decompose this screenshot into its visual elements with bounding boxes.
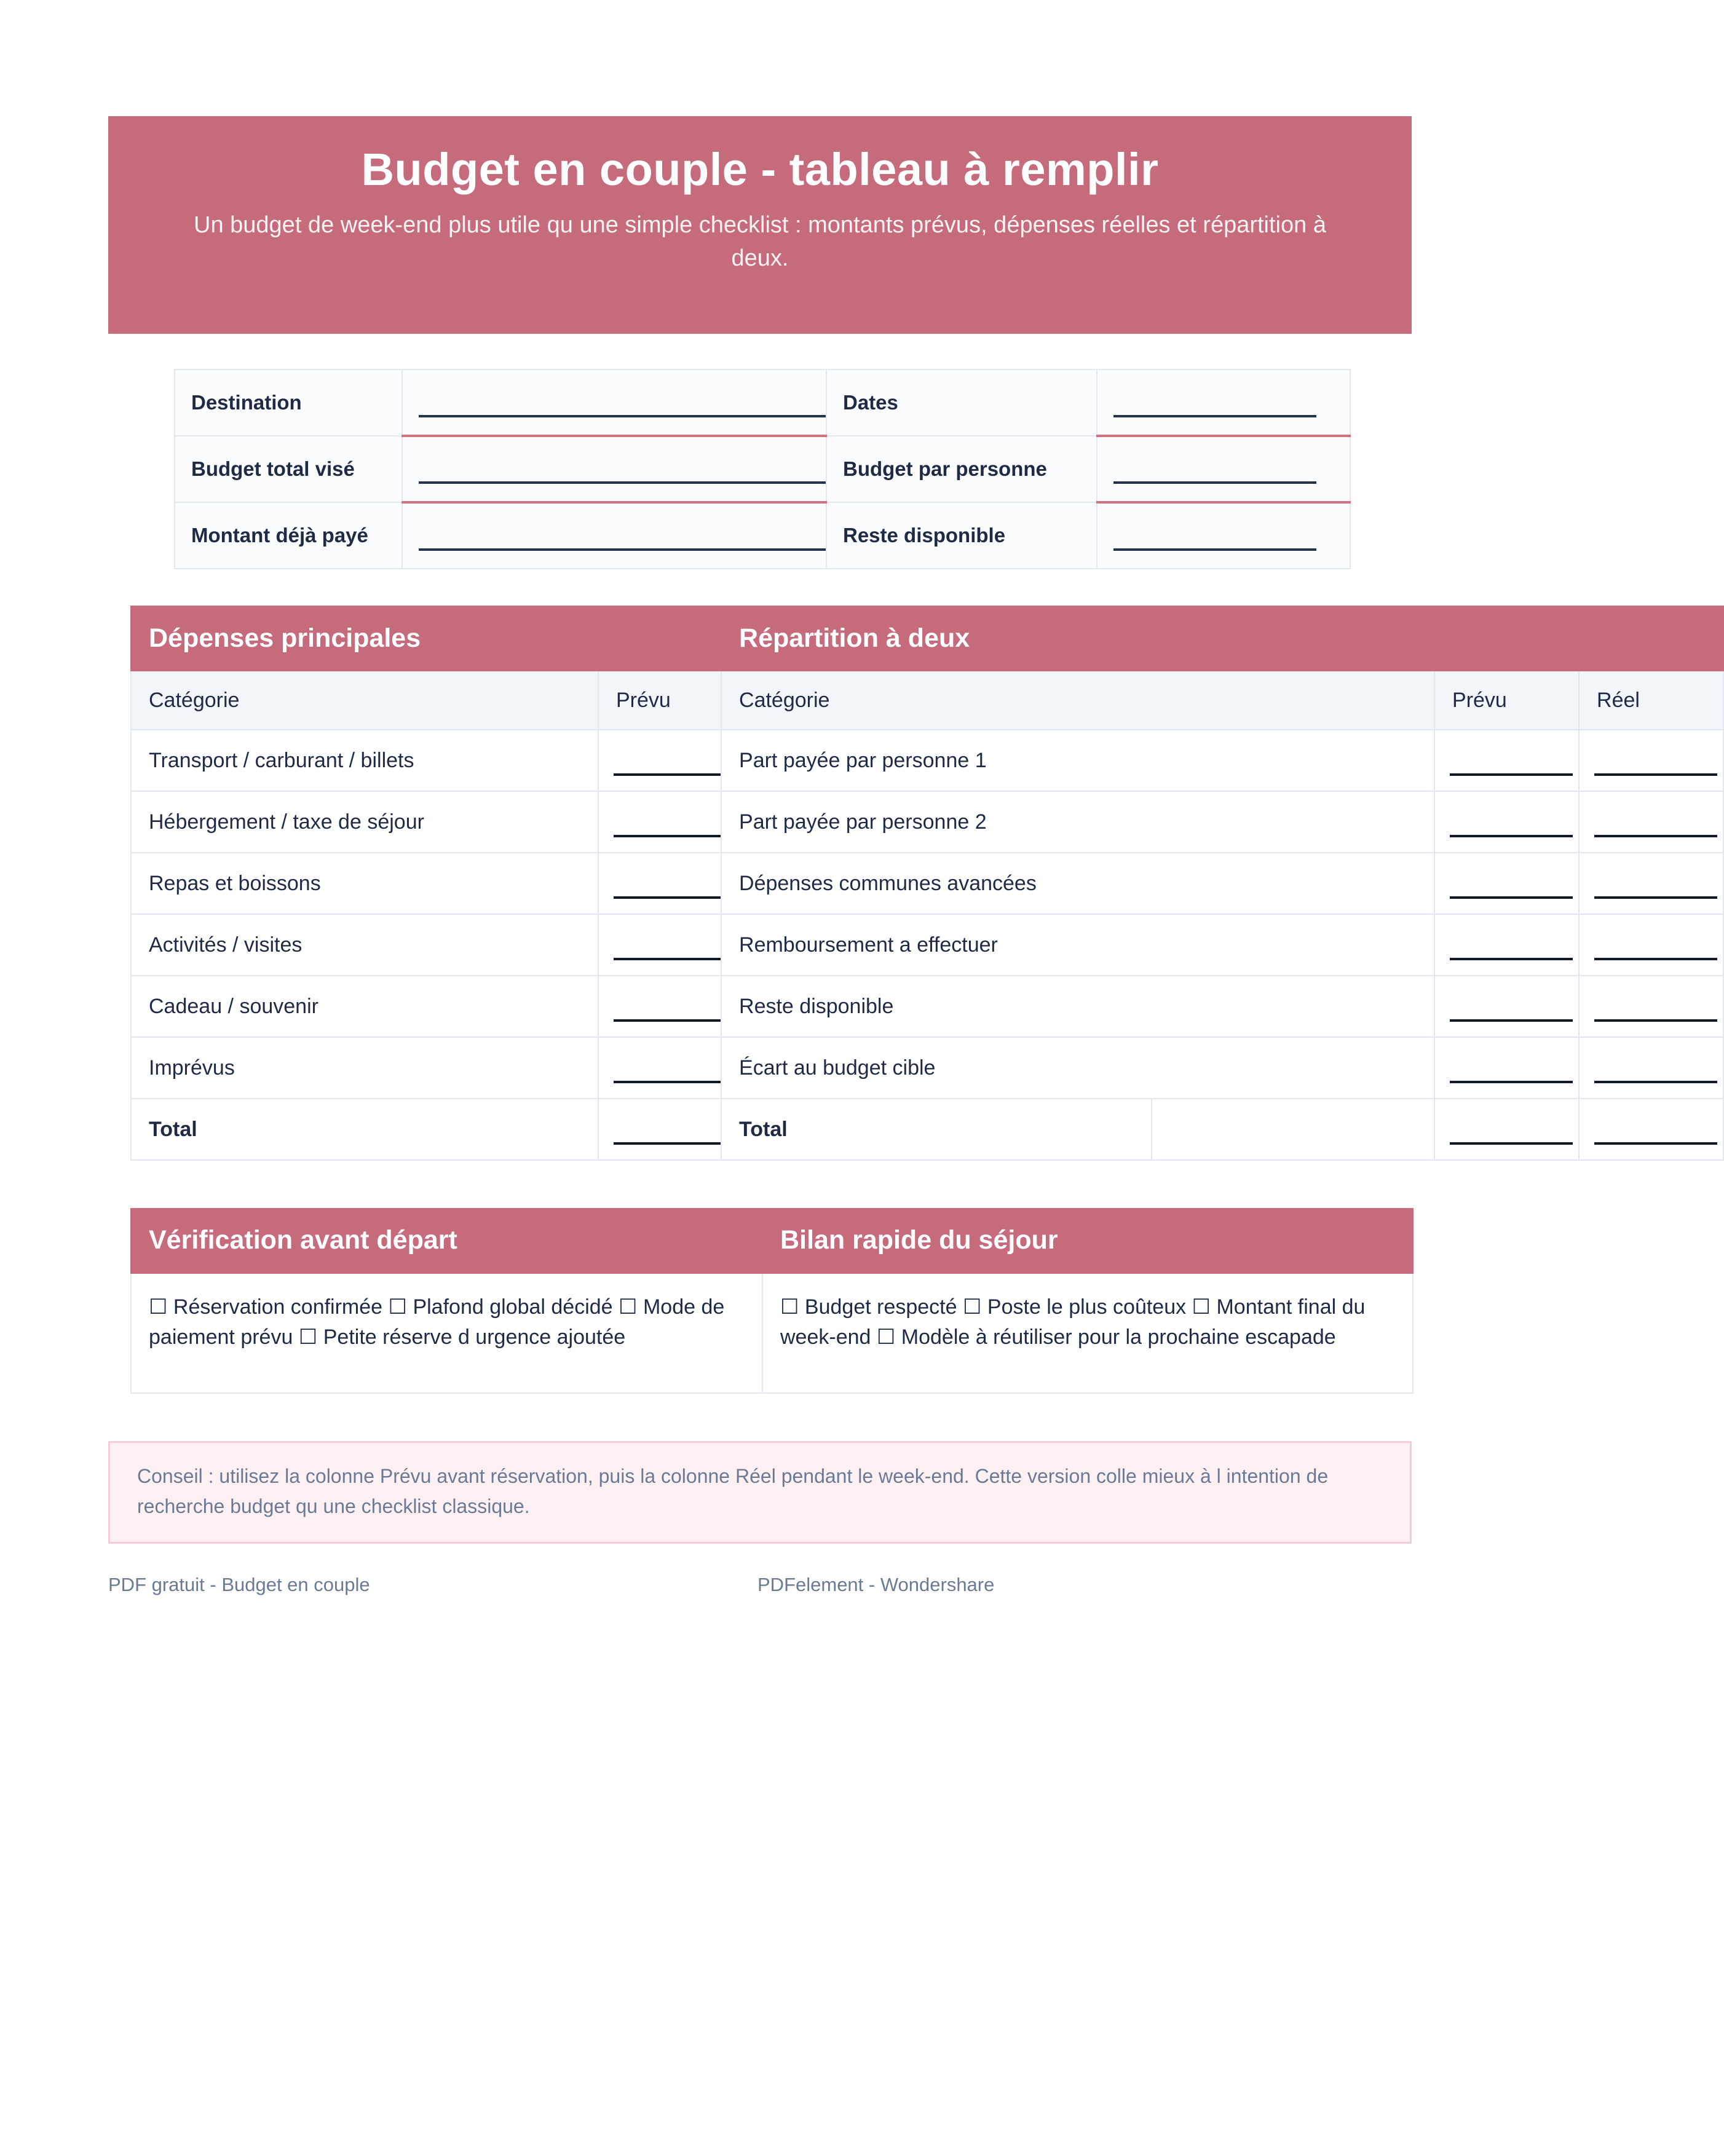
col-header-right-prevu: Prévu	[1434, 671, 1579, 730]
write-line	[1594, 1019, 1717, 1022]
info-field-montant-paye[interactable]	[402, 502, 826, 569]
group-header-repartition: Répartition à deux	[721, 606, 1723, 671]
write-line	[614, 896, 724, 899]
split-category-part-personne-2: Part payée par personne 2	[721, 791, 1434, 853]
split-prevu-remboursement[interactable]	[1434, 914, 1579, 976]
info-row-budget-total	[175, 436, 1350, 502]
table-row	[131, 1037, 1723, 1099]
group-header-row	[131, 606, 1723, 671]
write-line	[1450, 1019, 1573, 1022]
write-line	[614, 958, 724, 960]
split-category-part-personne-1: Part payée par personne 1	[721, 730, 1434, 791]
checklist-bilan-items[interactable]: ☐ Budget respecté ☐ Poste le plus coûteux ☐ Montant final du week-end ☐ Modèle à réutiliser pour la prochaine escapade	[762, 1273, 1413, 1393]
table-row	[131, 914, 1723, 976]
write-line	[1594, 1142, 1717, 1145]
table-row	[131, 730, 1723, 791]
page-title: Budget en couple - tableau à remplir	[361, 144, 1159, 195]
checklist-group-header-row	[131, 1209, 1413, 1273]
split-prevu-part-personne-2[interactable]	[1434, 791, 1579, 853]
split-prevu-reste-disponible[interactable]	[1434, 976, 1579, 1037]
table-row	[131, 791, 1723, 853]
table-row	[131, 853, 1723, 914]
split-total-label: Total	[721, 1099, 1152, 1160]
col-header-right-categorie: Catégorie	[721, 671, 1434, 730]
split-reel-remboursement[interactable]	[1579, 914, 1723, 976]
expense-category-activites: Activités / visites	[131, 914, 598, 976]
split-category-ecart-budget: Écart au budget cible	[721, 1037, 1434, 1099]
split-prevu-part-personne-1[interactable]	[1434, 730, 1579, 791]
write-line	[1594, 835, 1717, 837]
expense-total-label: Total	[131, 1099, 598, 1160]
expense-prevu-hebergement[interactable]	[598, 791, 721, 853]
split-prevu-depenses-communes[interactable]	[1434, 853, 1579, 914]
info-field-destination[interactable]	[402, 369, 826, 436]
info-row-montant-paye	[175, 502, 1350, 569]
write-line	[419, 481, 826, 484]
info-field-reste-disponible[interactable]	[1097, 502, 1350, 569]
info-label-reste-disponible: Reste disponible	[826, 502, 1097, 569]
table-row-total	[131, 1099, 1723, 1160]
page-footer	[108, 1574, 1412, 1605]
info-field-budget-par-personne[interactable]	[1097, 436, 1350, 502]
expense-category-repas: Repas et boissons	[131, 853, 598, 914]
page-subtitle: Un budget de week-end plus utile qu une simple checklist : montants prévus, dépenses réelles et répartition à deux.	[194, 211, 1326, 271]
checklist-body-row	[131, 1273, 1413, 1393]
table-row	[131, 976, 1723, 1037]
info-row-destination	[175, 369, 1350, 436]
split-category-depenses-communes: Dépenses communes avancées	[721, 853, 1434, 914]
checklist-verification-items[interactable]: ☐ Réservation confirmée ☐ Plafond global décidé ☐ Mode de paiement prévu ☐ Petite réserve d urgence ajoutée	[131, 1273, 762, 1393]
header-banner	[108, 116, 1412, 334]
split-reel-ecart-budget[interactable]	[1579, 1037, 1723, 1099]
info-label-budget-total: Budget total visé	[175, 436, 402, 502]
trip-info-table	[174, 369, 1351, 569]
group-header-verification: Vérification avant départ	[131, 1209, 762, 1273]
group-header-bilan: Bilan rapide du séjour	[762, 1209, 1413, 1273]
write-line	[1594, 773, 1717, 776]
tip-text: Conseil : utilisez la colonne Prévu avant réservation, puis la colonne Réel pendant le week-end. Cette version colle mieux à l intention de recherche budget qu une checklist classique.	[137, 1465, 1329, 1517]
write-line	[1113, 415, 1316, 417]
info-field-dates[interactable]	[1097, 369, 1350, 436]
write-line	[1450, 958, 1573, 960]
col-header-left-prevu: Prévu	[598, 671, 721, 730]
info-label-montant-paye: Montant déjà payé	[175, 502, 402, 569]
info-label-dates: Dates	[826, 369, 1097, 436]
split-reel-reste-disponible[interactable]	[1579, 976, 1723, 1037]
column-header-row	[131, 671, 1723, 730]
write-line	[614, 835, 724, 837]
checklists-table	[130, 1208, 1414, 1394]
split-category-reste-disponible: Reste disponible	[721, 976, 1434, 1037]
expense-category-transport: Transport / carburant / billets	[131, 730, 598, 791]
write-line	[1450, 773, 1573, 776]
expense-prevu-imprevus[interactable]	[598, 1037, 721, 1099]
write-line	[614, 773, 724, 776]
expense-prevu-repas[interactable]	[598, 853, 721, 914]
expense-category-hebergement: Hébergement / taxe de séjour	[131, 791, 598, 853]
write-line	[419, 548, 826, 551]
split-reel-part-personne-1[interactable]	[1579, 730, 1723, 791]
expense-prevu-transport[interactable]	[598, 730, 721, 791]
split-total-prevu[interactable]	[1434, 1099, 1579, 1160]
write-line	[1113, 548, 1316, 551]
split-prevu-ecart-budget[interactable]	[1434, 1037, 1579, 1099]
split-reel-part-personne-2[interactable]	[1579, 791, 1723, 853]
info-field-budget-total[interactable]	[402, 436, 826, 502]
expense-prevu-activites[interactable]	[598, 914, 721, 976]
split-reel-depenses-communes[interactable]	[1579, 853, 1723, 914]
write-line	[1113, 481, 1316, 484]
footer-right-text: PDFelement - Wondershare	[757, 1574, 995, 1595]
write-line	[1594, 896, 1717, 899]
write-line	[1450, 896, 1573, 899]
write-line	[419, 415, 826, 417]
group-header-depenses: Dépenses principales	[131, 606, 721, 671]
split-total-spacer	[1152, 1099, 1434, 1160]
expense-prevu-cadeau[interactable]	[598, 976, 721, 1037]
col-header-right-reel: Réel	[1579, 671, 1723, 730]
expense-category-cadeau: Cadeau / souvenir	[131, 976, 598, 1037]
split-category-remboursement: Remboursement a effectuer	[721, 914, 1434, 976]
expense-category-imprevus: Imprévus	[131, 1037, 598, 1099]
expense-total-prevu[interactable]	[598, 1099, 721, 1160]
write-line	[614, 1081, 724, 1083]
write-line	[614, 1142, 724, 1145]
split-total-reel[interactable]	[1579, 1099, 1723, 1160]
footer-left-text: PDF gratuit - Budget en couple	[108, 1574, 370, 1595]
info-label-budget-par-personne: Budget par personne	[826, 436, 1097, 502]
write-line	[1450, 1081, 1573, 1083]
write-line	[1450, 1142, 1573, 1145]
expenses-table	[130, 606, 1724, 1161]
tip-callout	[108, 1441, 1412, 1544]
info-label-destination: Destination	[175, 369, 402, 436]
write-line	[1450, 835, 1573, 837]
write-line	[1594, 958, 1717, 960]
write-line	[1594, 1081, 1717, 1083]
write-line	[614, 1019, 724, 1022]
col-header-left-categorie: Catégorie	[131, 671, 598, 730]
